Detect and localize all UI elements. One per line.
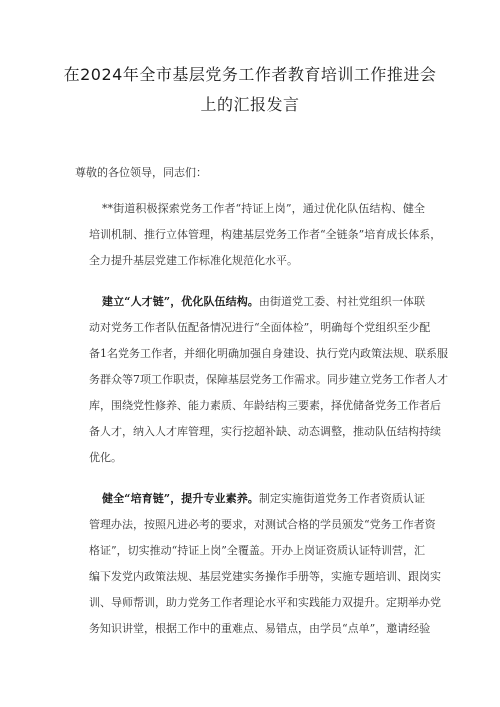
paragraph-3-line-1	[102, 492, 425, 506]
paragraph-1-line-1: **街道积极探索党务工作者“持证上岗”，通过优化队伍结构、健全	[102, 202, 425, 215]
paragraph-2-line-1	[102, 295, 425, 309]
paragraph-2-line-2: 动对党务工作者队伍配备情况进行“全面体检”，明确每个党组织至少配	[89, 321, 431, 334]
paragraph-3-line-4: 编下发党内政策法规、基层党建实务操作手册等，实施专题培训、跟岗实	[89, 570, 441, 583]
paragraph-2-line-6: 备人才，纳入人才库管理，实行挖超补缺、动态调整，推动队伍结构持续	[89, 425, 441, 438]
paragraph-2-lead: 建立“人才链”，优化队伍结构。	[102, 295, 259, 308]
paragraph-3-line-1-text: 制定实施街道党务工作者资质认证	[258, 492, 426, 505]
paragraph-3-line-5: 训、导师帮训，助力党务工作者理论水平和实践能力双提升。定期举办党	[89, 596, 441, 609]
paragraph-2-line-4: 务群众等7项工作职责，保障基层党务工作需求。同步建立党务工作者人才	[89, 373, 448, 386]
salutation: 尊敬的各位领导，同志们：	[75, 166, 207, 179]
paragraph-1-line-3: 全力提升基层党建工作标准化规范化水平。	[89, 254, 298, 267]
document-title-line-2: 上的汇报发言	[200, 95, 300, 114]
paragraph-2-line-3: 备1名党务工作者，并细化明确加强自身建设、执行党内政策法规、联系服	[89, 347, 448, 360]
paragraph-3-line-3: 格证”，切实推动“持证上岗”全覆盖。开办上岗证资质认证特训营，汇	[89, 544, 425, 557]
paragraph-2-line-7: 优化。	[89, 451, 122, 464]
paragraph-3-lead: 健全“培育链”，提升专业素养。	[102, 492, 259, 505]
paragraph-2-line-1-text: 由街道党工委、村社党组织一体联	[258, 295, 426, 308]
paragraph-3-line-2: 管理办法，按照凡进必考的要求，对测试合格的学员颁发“党务工作者资	[89, 518, 436, 531]
paragraph-1-line-2: 培训机制、推行立体管理，构建基层党务工作者“全链条”培育成长体系，	[89, 228, 442, 241]
paragraph-2-line-5: 库，围绕党性修养、能力素质、年龄结构三要素，择优储备党务工作者后	[89, 399, 441, 412]
document-title-line-1: 在2024年全市基层党务工作者教育培训工作推进会	[63, 65, 437, 84]
paragraph-3-line-6: 务知识讲堂，根据工作中的重难点、易错点，由学员“点单”，邀请经验	[89, 622, 431, 635]
